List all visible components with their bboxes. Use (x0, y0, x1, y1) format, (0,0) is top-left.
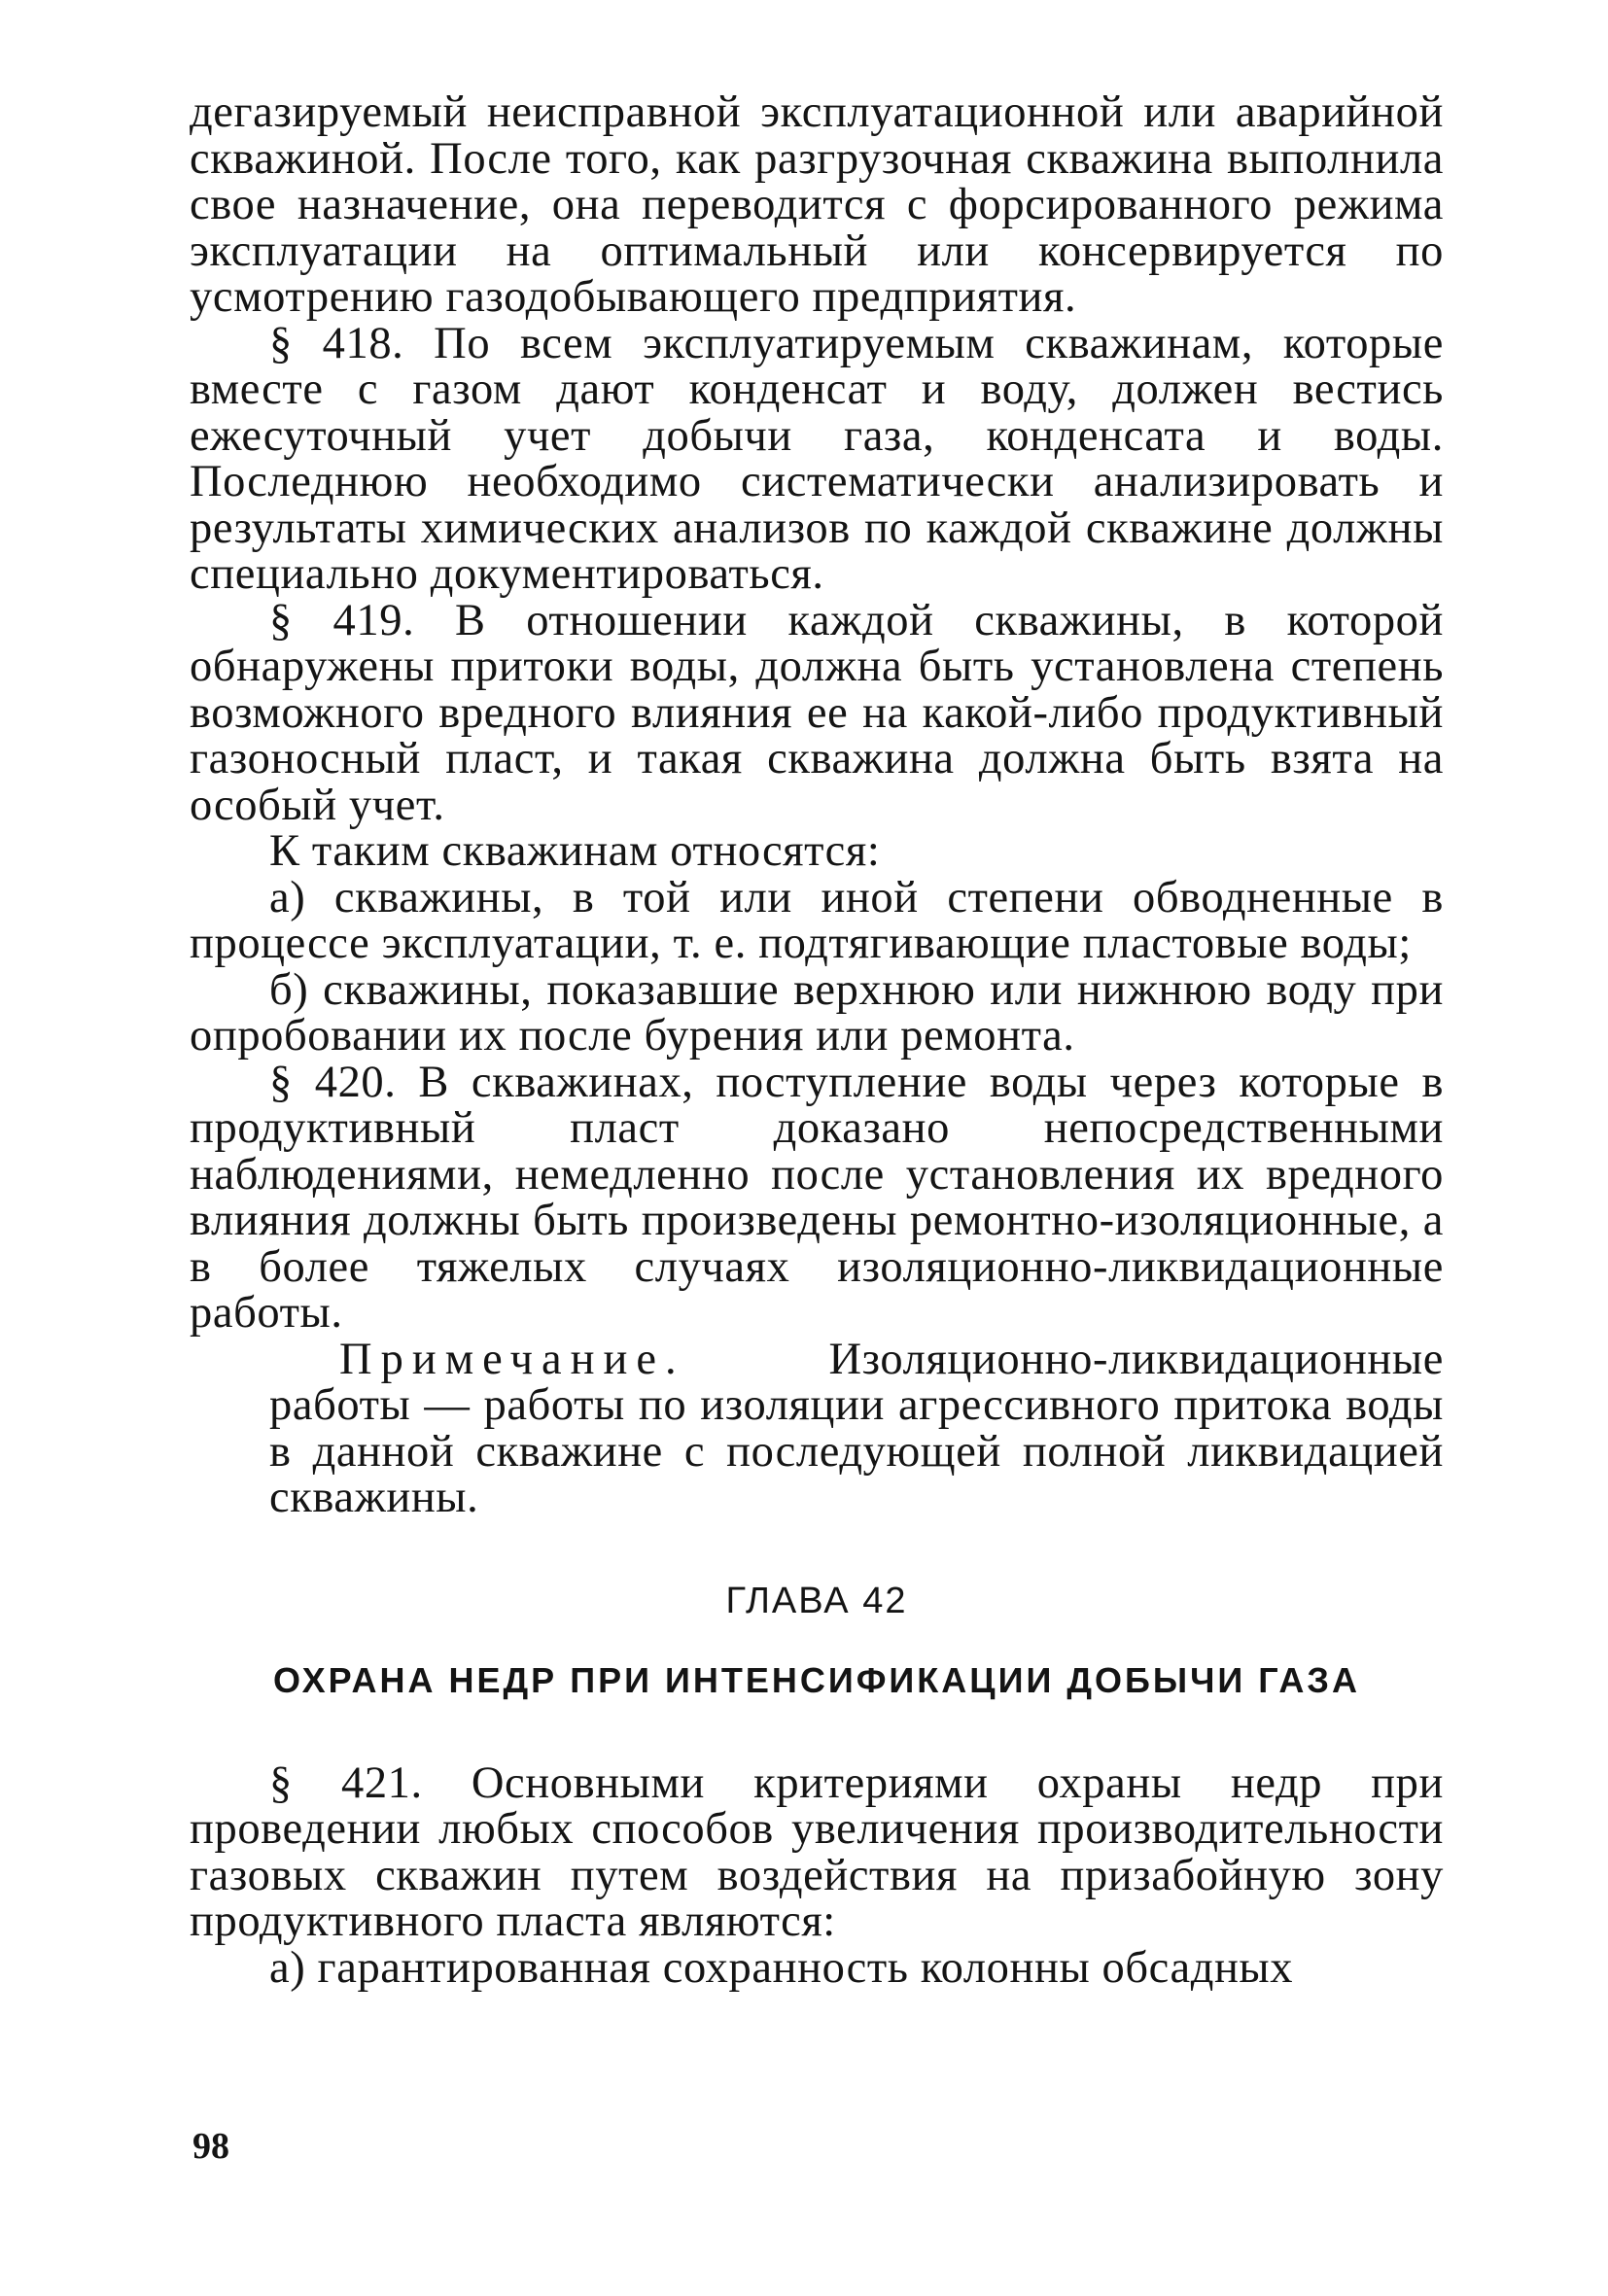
paragraphs-bottom (190, 1757, 1444, 1993)
paragraph-419-item-a: а) скважины, в той или иной степени обводненные в процессе эксплуатации, т. е. подтягивающие пластовые воды; (190, 872, 1444, 968)
page-number: 98 (192, 2126, 229, 2167)
note-paragraph (269, 1334, 1444, 1522)
paragraph-421-item-a: а) гарантированная сохранность колонны обсадных (269, 1942, 1294, 1993)
paragraph-421: § 421. Основными критериями охраны недр при проведении любых способов увеличения производительности газовых скважин путем воздействия на призабойную зону продуктивного пласта являются: (190, 1757, 1444, 1946)
note-text: Изоляционно-ликвидационные работы — работы по изоляции агрессивного притока воды в данной скважине с последующей полной ликвидацией скважины. (269, 1334, 1444, 1522)
page-body (190, 89, 1444, 1991)
paragraph-420: § 420. В скважинах, поступление воды через которые в продуктивный пласт доказано непосредственными наблюдениями, немедленно после установления их вредного влияния должны быть произведены ремонтно-изоляционные, а в более тяжелых случаях изоляционно-ликвидационные работы. (190, 1057, 1444, 1338)
note-label: Примечание. (339, 1334, 685, 1384)
paragraph-419: § 419. В отношении каждой скважины, в которой обнаружены притоки воды, должна быть установлена степень возможного вредного влияния ее на какой-либо продуктивный газоносный пласт, и такая скважина должна быть взята на особый учет. (190, 595, 1444, 830)
chapter-title: ОХРАНА НЕДР ПРИ ИНТЕНСИФИКАЦИИ ДОБЫЧИ ГАЗА (273, 1659, 1360, 1700)
chapter-number: ГЛАВА 42 (725, 1580, 908, 1621)
paragraph-419-item-b: б) скважины, показавшие верхнюю или нижнюю воду при опробовании их после бурения или ремонта. (190, 964, 1444, 1061)
paragraph-419-list-intro: К таким скважинам относятся: (269, 826, 881, 876)
paragraph-continuation: дегазируемый неисправной эксплуатационной или аварийной скважиной. После того, как разгрузочная скважина выполнила свое назначение, она переводится с форсированного режима эксплуатации на оптимальный или консервируется по усмотрению газодобывающего предприятия. (190, 87, 1444, 322)
paragraphs-top (190, 89, 1444, 1337)
paragraph-418: § 418. По всем эксплуатируемым скважинам, которые вместе с газом дают конденсат и воду, должен вестись ежесуточный учет добычи газа, конденсата и воды. Последнюю необходимо систематически анализировать и результаты химических анализов по каждой скважине должны специально документироваться. (190, 318, 1444, 599)
